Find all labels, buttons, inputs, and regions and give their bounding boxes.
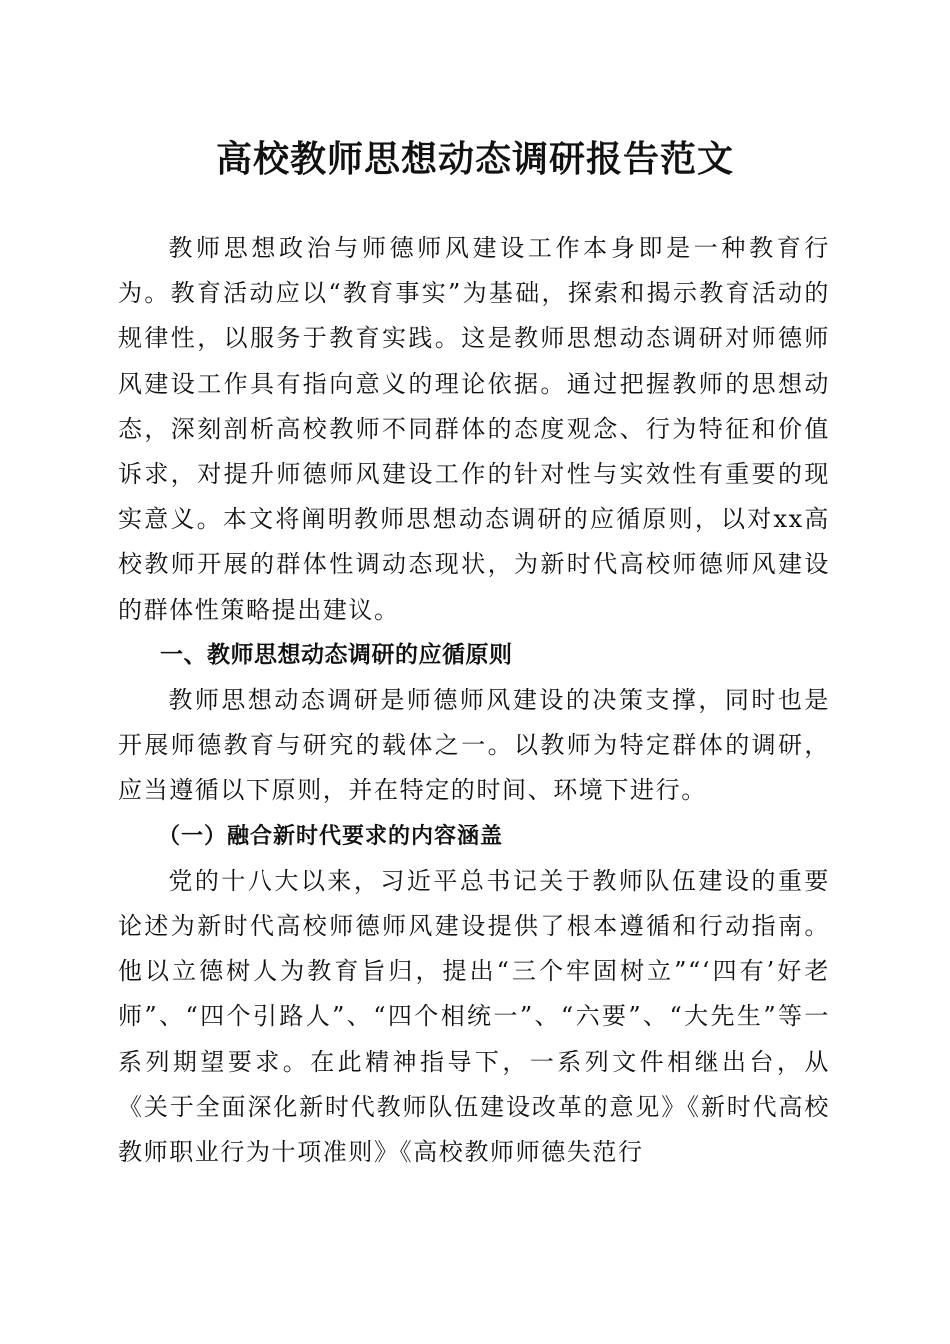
subsection-paragraph: 党的十八大以来，习近平总书记关于教师队伍建设的重要论述为新时代高校师德师风建设提供了根本遵循和行动指南。他以立德树人为教育旨归，提出“三个牢固树立”“‘四有’好老师”、“四个引路人”、“四个相统一”、“六要”、“大先生”等一系列期望要求。在此精神指导下，一系列文件相继出台，从《关于全面深化新时代教师队伍建设改革的意见》《新时代高校教师职业行为十项准则》《高校教师师德失范行 — [118, 866, 830, 1167]
document-body — [118, 226, 830, 1175]
document-title: 高校教师思想动态调研报告范文 — [215, 138, 734, 180]
section-paragraph: 教师思想动态调研是师德师风建设的决策支撑，同时也是开展师德教育与研究的载体之一。以教师为特定群体的调研，应当遵循以下原则，并在特定的时间、环境下进行。 — [118, 686, 830, 805]
subsection-heading: （一）融合新时代要求的内容涵盖 — [158, 822, 504, 849]
intro-paragraph: 教师思想政治与师德师风建设工作本身即是一种教育行为。教育活动应以“教育事实”为基础，探索和揭示教育活动的规律性，以服务于教育实践。这是教师思想动态调研对师德师风建设工作具有指向意义的理论依据。通过把握教师的思想动态，深刻剖析高校教师不同群体的态度观念、行为特征和价值诉求，对提升师德师风建设工作的针对性与实效性有重要的现实意义。本文将阐明教师思想动态调研的应循原则，以对xx高校教师开展的群体性调动态现状，为新时代高校师德师风建设的群体性策略提出建议。 — [118, 234, 830, 624]
section-heading: 一、教师思想动态调研的应循原则 — [160, 641, 513, 668]
